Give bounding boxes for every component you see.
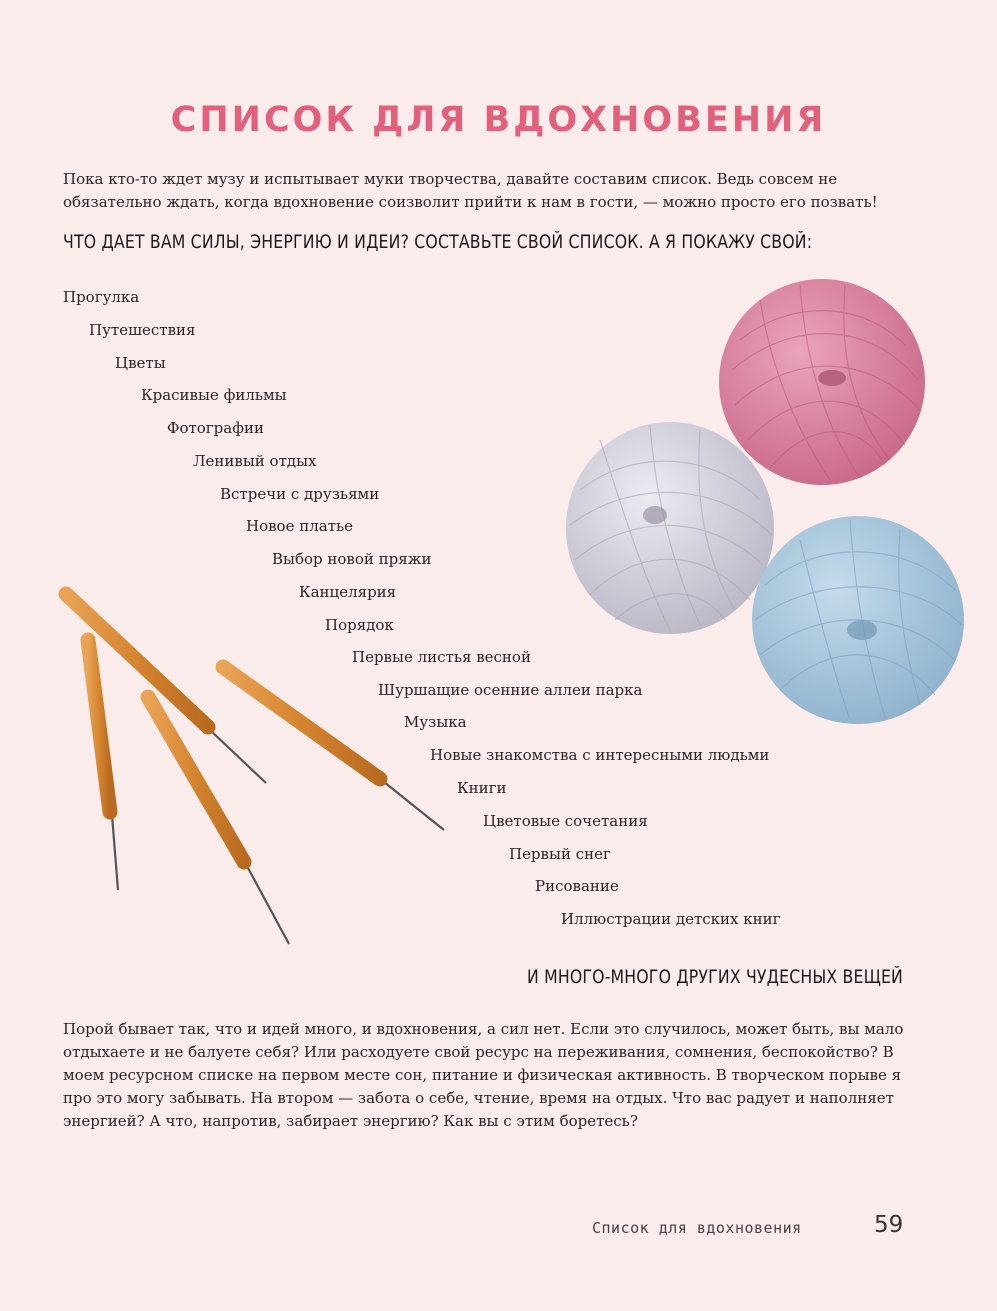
list-item: Иллюстрации детских книг <box>561 910 781 928</box>
bottom-paragraph: Порой бывает так, что и идей много, и вдохновения, а сил нет. Если это случилось, может быть, вы мало отдыхаете и не балуете себя? Или расходуете свой ресурс на переживания, сомнения, беспокойство? В моем ресурсном списке на первом месте сон, питание и физическая активность. В творческом порыве я про это могу забывать. На втором — забота о себе, чтение, время на отдых. Что вас радует и наполняет энергией? А что, напротив, забирает энергию? Как вы с этим боретесь? <box>63 1020 904 1130</box>
list-item: Красивые фильмы <box>141 386 287 404</box>
footer-section-title: Список для вдохновения <box>592 1219 802 1237</box>
list-item: Музыка <box>404 713 467 731</box>
list-item: Ленивый отдых <box>193 452 317 470</box>
page-number: 59 <box>874 1212 904 1238</box>
list-item: Шуршащие осенние аллеи парка <box>378 681 643 699</box>
list-item: Первые листья весной <box>352 648 531 666</box>
list-item: Новое платье <box>246 517 354 535</box>
question-heading: ЧТО ДАЕТ ВАМ СИЛЫ, ЭНЕРГИЮ И ИДЕИ? СОСТАВЬТЕ СВОЙ СПИСОК. А Я ПОКАЖУ СВОЙ: <box>63 232 813 253</box>
list-item: Первый снег <box>509 845 611 863</box>
list-item: Встречи с друзьями <box>220 485 380 503</box>
page-title: СПИСОК ДЛЯ ВДОХНОВЕНИЯ <box>170 100 827 140</box>
yarn-pink-image <box>719 279 925 485</box>
list-item: Канцелярия <box>299 583 397 601</box>
list-item: Цветы <box>115 354 166 372</box>
list-item: Книги <box>457 779 507 797</box>
list-item: Фотографии <box>167 419 264 437</box>
list-item: Цветовые сочетания <box>483 812 648 830</box>
list-item: Рисование <box>535 877 619 895</box>
list-item: Прогулка <box>63 288 140 306</box>
intro-paragraph: Пока кто-то ждет музу и испытывает муки творчества, давайте составим список. Ведь совсем не обязательно ждать, когда вдохновение соизволит прийти к нам в гости, — можно просто его позвать! <box>63 170 878 211</box>
yarn-grey-image <box>566 422 774 634</box>
yarn-blue-image <box>752 516 964 724</box>
crochet-hooks-image <box>66 594 444 944</box>
list-item: Новые знакомства с интересными людьми <box>430 746 770 764</box>
list-item: Порядок <box>325 616 394 634</box>
more-heading: И МНОГО-МНОГО ДРУГИХ ЧУДЕСНЫХ ВЕЩЕЙ <box>527 967 903 988</box>
list-item: Выбор новой пряжи <box>272 550 432 568</box>
list-item: Путешествия <box>89 321 196 339</box>
